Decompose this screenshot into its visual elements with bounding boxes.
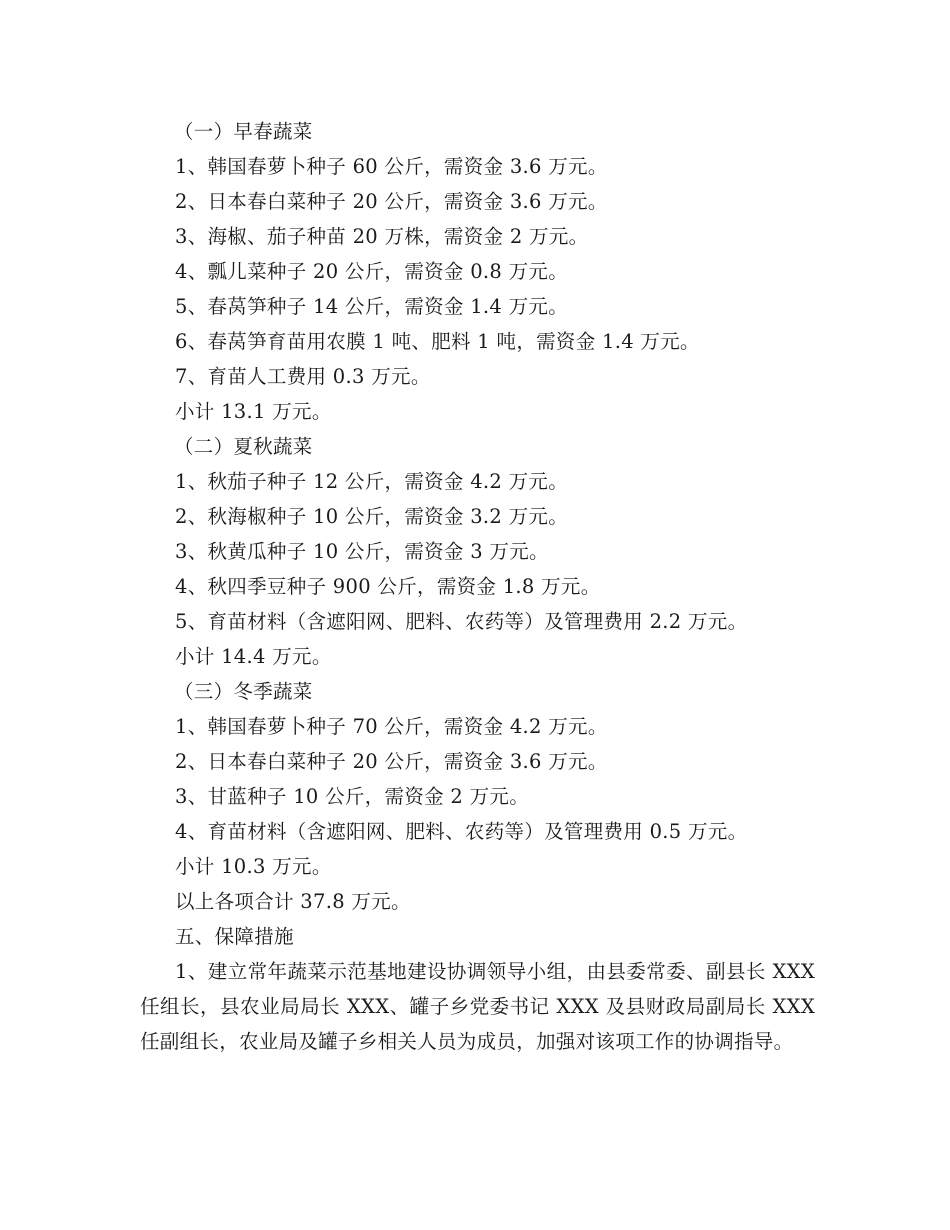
list-item: 3、甘蓝种子 10 公斤，需资金 2 万元。 (175, 785, 530, 808)
subtotal-line: 小计 14.4 万元。 (175, 645, 332, 668)
subtotal-line: 小计 10.3 万元。 (175, 855, 332, 878)
list-item: 1、韩国春萝卜种子 70 公斤，需资金 4.2 万元。 (175, 715, 608, 738)
list-item: 7、育苗人工费用 0.3 万元。 (175, 365, 431, 388)
section-heading: （二）夏秋蔬菜 (174, 435, 313, 458)
grand-total-line: 以上各项合计 37.8 万元。 (175, 890, 411, 913)
chapter-heading: 五、保障措施 (175, 925, 294, 948)
list-item: 2、日本春白菜种子 20 公斤，需资金 3.6 万元。 (175, 190, 608, 213)
list-item: 3、秋黄瓜种子 10 公斤，需资金 3 万元。 (175, 540, 549, 563)
list-item: 5、春莴笋种子 14 公斤，需资金 1.4 万元。 (175, 295, 569, 318)
document-body (140, 114, 815, 1059)
list-item: 4、育苗材料（含遮阳网、肥料、农药等）及管理费用 0.5 万元。 (175, 820, 748, 843)
list-item: 3、海椒、茄子种苗 20 万株，需资金 2 万元。 (175, 225, 589, 248)
list-item: 4、秋四季豆种子 900 公斤，需资金 1.8 万元。 (175, 575, 601, 598)
list-item: 2、日本春白菜种子 20 公斤，需资金 3.6 万元。 (175, 750, 608, 773)
list-item: 2、秋海椒种子 10 公斤，需资金 3.2 万元。 (175, 505, 569, 528)
measure-paragraph: 1、建立常年蔬菜示范基地建设协调领导小组，由县委常委、副县长 XXX 任组长，县农业局局长 XXX、罐子乡党委书记 XXX 及县财政局副局长 XXX 任副组长，农业局及罐子乡相关人员为成员，加强对该项工作的协调指导。 (140, 960, 815, 1053)
section-heading: （三）冬季蔬菜 (174, 680, 313, 703)
section-heading: （一）早春蔬菜 (174, 120, 313, 143)
list-item: 4、瓢儿菜种子 20 公斤，需资金 0.8 万元。 (175, 260, 569, 283)
list-item: 5、育苗材料（含遮阳网、肥料、农药等）及管理费用 2.2 万元。 (175, 610, 748, 633)
list-item: 1、秋茄子种子 12 公斤，需资金 4.2 万元。 (175, 470, 569, 493)
subtotal-line: 小计 13.1 万元。 (175, 400, 332, 423)
list-item: 1、韩国春萝卜种子 60 公斤，需资金 3.6 万元。 (175, 155, 608, 178)
list-item: 6、春莴笋育苗用农膜 1 吨、肥料 1 吨，需资金 1.4 万元。 (175, 330, 700, 353)
